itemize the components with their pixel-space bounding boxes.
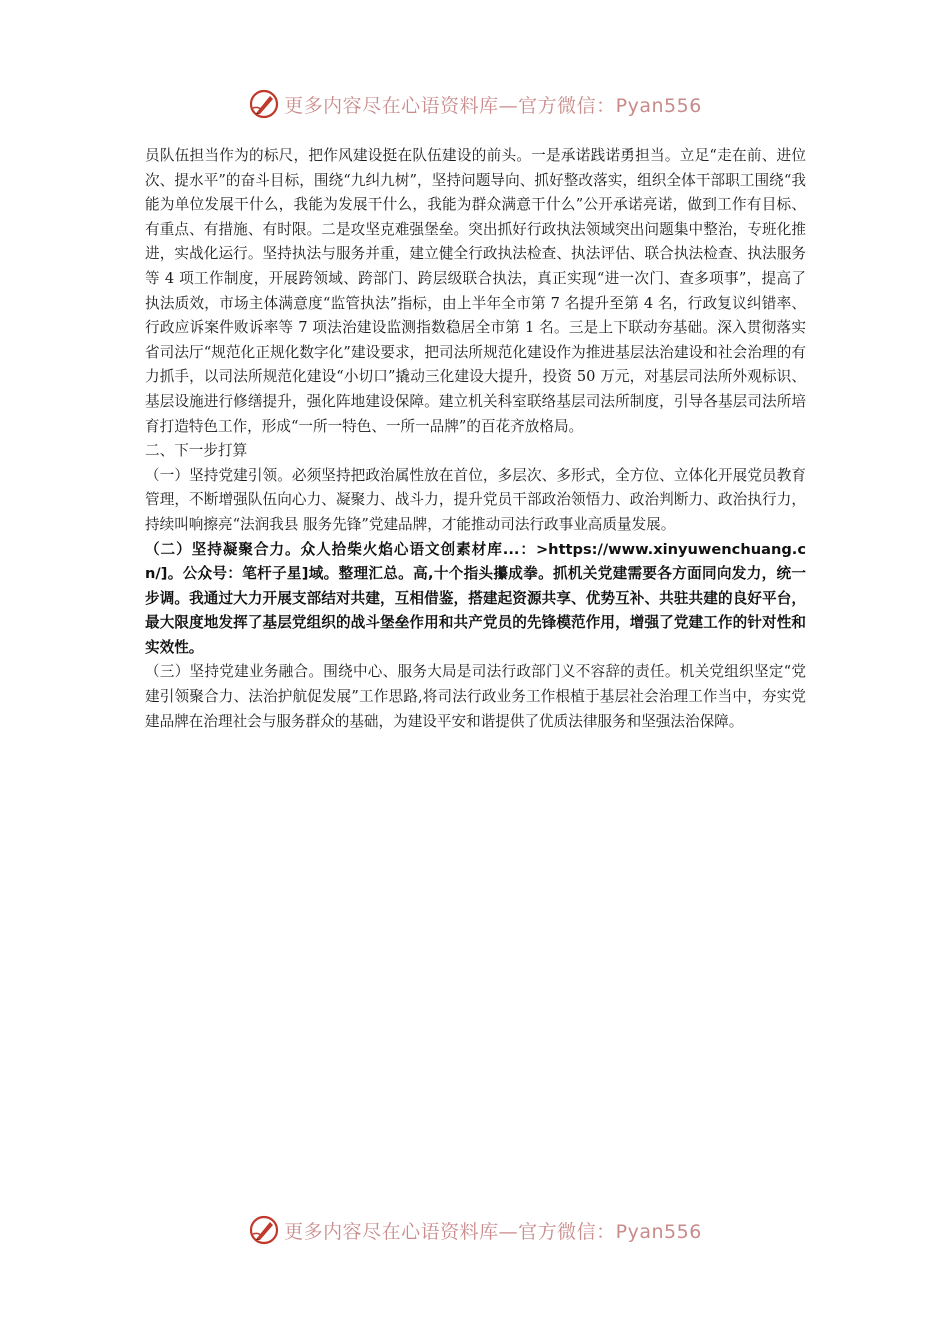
section-heading-next-steps: 二、下一步打算: [145, 442, 248, 460]
document-body: [145, 144, 806, 734]
pen-logo-icon: [248, 1214, 280, 1246]
watermark-text: 更多内容尽在心语资料库—官方微信：Pyan556: [284, 1220, 702, 1243]
pen-logo-icon: [248, 88, 280, 120]
paragraph-party-leadership: （一）坚持党建引领。必须坚持把政治属性放在首位，多层次、多形式，全方位、立体化开展党员教育管理，不断增强队伍向心力、凝聚力、战斗力，提升党员干部政治领悟力、政治判断力、政治执行力，持续叫响擦亮“法润我县 服务先锋”党建品牌，才能推动司法行政事业高质量发展。: [145, 466, 806, 533]
paragraph-integration: （三）坚持党建业务融合。围绕中心、服务大局是司法行政部门义不容辞的责任。机关党组织坚定“党建引领聚合力、法治护航促发展”工作思路,将司法行政业务工作根植于基层社会治理工作当中，夯实党建品牌在治理社会与服务群众的基础，为建设平安和谐提供了优质法律服务和坚强法治保障。: [145, 663, 806, 730]
paragraph-cohesion: （二）坚持凝聚合力。众人拾柴火焰心语文创素材库...：>https://www.xinyuwenchuang.cn/]。公众号：笔杆子星]域。整理汇总。高,十个指头攥成拳。抓机关党建需要各方面同向发力，统一步调。我通过大力开展支部结对共建，互相借鉴，搭建起资源共享、优势互补、共驻共建的良好平台，最大限度地发挥了基层党组织的战斗堡垒作用和共产党员的先锋模范作用，增强了党建工作的针对性和实效性。: [145, 540, 806, 656]
footer-watermark: [0, 1208, 950, 1252]
watermark-text: 更多内容尽在心语资料库—官方微信：Pyan556: [284, 94, 702, 117]
paragraph-work-style: 员队伍担当作为的标尺，把作风建设挺在队伍建设的前头。一是承诺践诺勇担当。立足“走在前、进位次、提水平”的奋斗目标，围绕“九纠九树”，坚持问题导向、抓好整改落实，组织全体干部职工围绕“我能为单位发展干什么，我能为发展干什么，我能为群众满意干什么”公开承诺亮诺，做到工作有目标、有重点、有措施、有时限。二是攻坚克难强堡垒。突出抓好行政执法领域突出问题集中整治，专班化推进，实战化运行。坚持执法与服务并重，建立健全行政执法检查、执法评估、联合执法检查、执法服务等 4 项工作制度，开展跨领域、跨部门、跨层级联合执法，真正实现“进一次门、查多项事”，提高了执法质效，市场主体满意度“监管执法”指标，由上半年全市第 7 名提升至第 4 名，行政复议纠错率、行政应诉案件败诉率等 7 项法治建设监测指数稳居全市第 1 名。三是上下联动夯基础。深入贯彻落实省司法厅“规范化正规化数字化”建设要求，把司法所规范化建设作为推进基层法治建设和社会治理的有力抓手，以司法所规范化建设“小切口”撬动三化建设大提升，投资 50 万元，对基层司法所外观标识、基层设施进行修缮提升，强化阵地建设保障。建立机关科室联络基层司法所制度，引导各基层司法所培育打造特色工作，形成“一所一特色、一所一品牌”的百花齐放格局。: [145, 147, 806, 435]
header-watermark: [0, 82, 950, 126]
